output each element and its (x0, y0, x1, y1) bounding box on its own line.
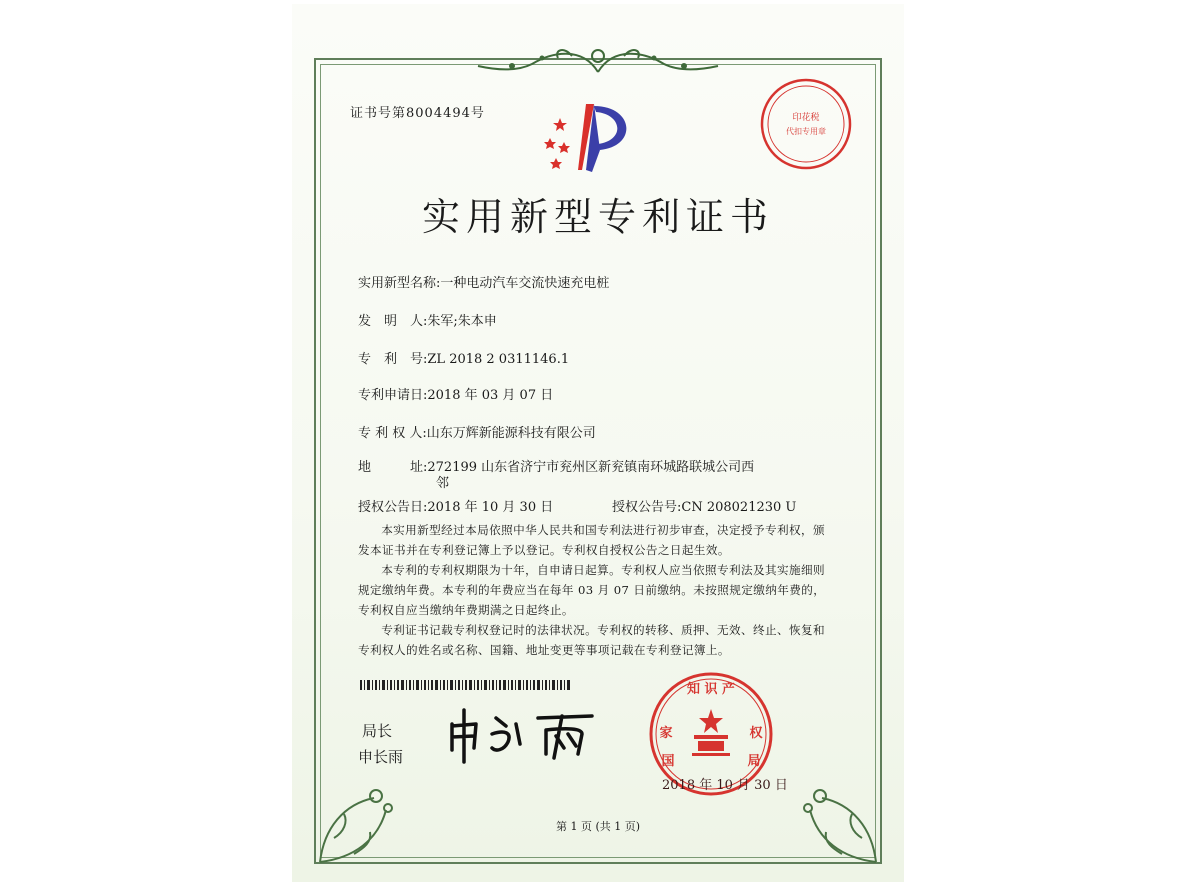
patentee-row (358, 422, 596, 441)
inventor-row (358, 310, 497, 329)
field-value: 朱军;朱本申 (427, 314, 497, 329)
field-value: 272199 山东省济宁市兖州区新兖镇南环城路联城公司西 (427, 460, 755, 475)
page-number: 第 1 页 (共 1 页) (555, 820, 641, 833)
body-paragraph: 专利证书记载专利权登记时的法律状况。专利权的转移、质押、无效、终止、恢复和专利权人的姓名或名称、国籍、地址变更等事项记载在专利登记簿上。 (358, 623, 825, 657)
svg-text:权: 权 (749, 726, 763, 741)
field-label: 地 址: (358, 460, 428, 475)
svg-text:知 识 产: 知 识 产 (686, 682, 736, 697)
seal-date: 2018 年 10 月 30 日 (662, 778, 788, 793)
body-paragraph: 本实用新型经过本局依照中华人民共和国专利法进行初步审查，决定授予专利权，颁发本证书并在专利登记簿上予以登记。专利权自授权公告之日起生效。 (358, 523, 825, 557)
tax-seal-icon (758, 76, 854, 172)
svg-text:国: 国 (661, 754, 675, 769)
director-signature-icon (442, 704, 612, 764)
grant-publication-number-row (612, 496, 796, 515)
patent-number-row (358, 348, 569, 367)
address-row (358, 460, 754, 492)
svg-text:印花税: 印花税 (792, 113, 820, 123)
cnipa-logo-icon (542, 100, 642, 180)
certificate-number: 证书号第8004494号 (350, 106, 485, 121)
director-title: 局长 (362, 722, 393, 740)
utility-model-name-row (358, 272, 609, 291)
svg-text:家: 家 (659, 726, 673, 741)
director-name: 申长雨 (358, 748, 404, 766)
patent-certificate (292, 4, 904, 882)
field-label: 授权公告日: (358, 500, 428, 515)
field-label: 专 利 权 人: (358, 426, 427, 441)
svg-text:局: 局 (747, 754, 761, 769)
top-ornament-icon (472, 42, 724, 82)
field-label: 专利申请日: (358, 388, 428, 403)
corner-ornament-icon (314, 758, 424, 868)
corner-ornament-icon (772, 758, 882, 868)
field-value: 邻 (436, 476, 450, 491)
field-label: 发 明 人: (358, 314, 428, 329)
svg-text:代扣专用章: 代扣专用章 (786, 127, 826, 136)
field-value: 2018 年 10 月 30 日 (427, 500, 554, 515)
field-value: CN 208021230 U (681, 500, 797, 515)
field-value: ZL 2018 2 0311146.1 (427, 352, 570, 367)
certificate-title: 实用新型专利证书 (421, 195, 774, 239)
barcode-icon (360, 680, 570, 690)
grant-publication-date-row (358, 496, 553, 515)
field-label: 授权公告号: (612, 500, 682, 515)
field-label: 专 利 号: (358, 352, 428, 367)
filing-date-row (358, 384, 553, 403)
field-value: 2018 年 03 月 07 日 (427, 388, 554, 403)
body-paragraph: 本专利的专利权期限为十年，自申请日起算。专利权人应当依照专利法及其实施细则规定缴纳年费。本专利的年费应当在每年 03 月 07 日前缴纳。未按照规定缴纳年费的，专利权自应当缴纳年费期满之日起终止。 (358, 563, 826, 617)
field-label: 实用新型名称: (358, 276, 441, 291)
field-value: 山东万辉新能源科技有限公司 (426, 426, 596, 441)
field-value: 一种电动汽车交流快速充电桩 (440, 276, 610, 291)
